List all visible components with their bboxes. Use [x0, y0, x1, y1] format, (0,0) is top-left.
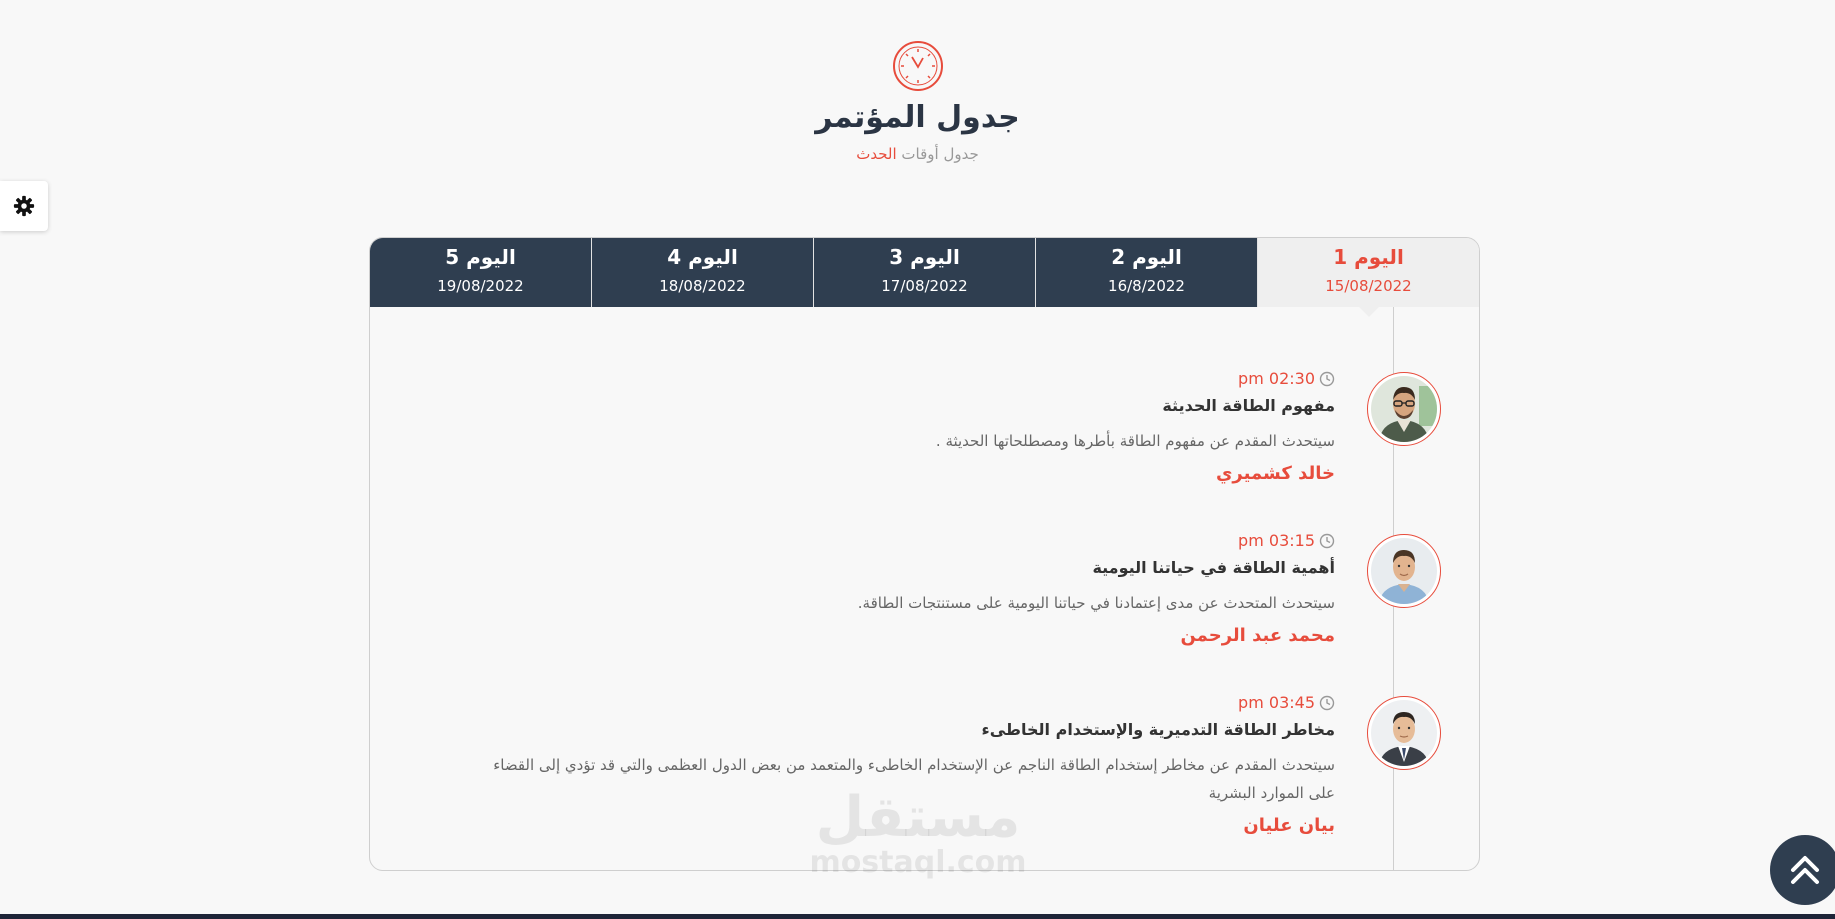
page-title: جدول المؤتمر — [815, 100, 1020, 135]
settings-button[interactable] — [0, 181, 48, 231]
event-time — [475, 369, 1335, 389]
tab-date: 17/08/2022 — [881, 277, 968, 295]
speaker-name[interactable]: خالد كشميري — [1215, 463, 1335, 484]
schedule-header — [0, 40, 1835, 163]
event-description: سيتحدث المقدم عن مفهوم الطاقة بأطرها ومصطلحاتها الحديثة . — [935, 432, 1335, 450]
schedule-event — [381, 693, 1441, 836]
schedule-event — [381, 369, 1441, 499]
clock-icon — [892, 40, 944, 92]
gear-icon — [13, 195, 35, 217]
speaker-photo — [1371, 538, 1437, 604]
subtitle-accent: الحدث — [856, 145, 897, 163]
double-chevron-up-icon — [1787, 852, 1823, 888]
tab-title: اليوم 5 — [445, 245, 516, 269]
footer-bar — [0, 914, 1835, 919]
tab-date: 18/08/2022 — [659, 277, 746, 295]
speaker-name[interactable]: محمد عبد الرحمن — [1180, 625, 1335, 646]
tab-date: 19/08/2022 — [437, 277, 524, 295]
scroll-top-button[interactable] — [1770, 835, 1835, 905]
event-time — [475, 693, 1335, 713]
page-subtitle — [0, 145, 1835, 163]
time-icon — [1319, 695, 1335, 711]
time-icon — [1319, 371, 1335, 387]
event-title: مخاطر الطاقة التدميرية والإستخدام الخاطىء — [981, 720, 1335, 739]
event-time-text: 03:15 pm — [1238, 531, 1315, 550]
speaker-avatar — [1367, 372, 1441, 446]
tab-day-1[interactable] — [1257, 238, 1479, 307]
event-details — [475, 693, 1335, 836]
event-details — [475, 531, 1335, 646]
event-title: أهمية الطاقة في حياتنا اليومية — [1092, 558, 1335, 577]
tab-title: اليوم 4 — [667, 245, 738, 269]
speaker-photo — [1371, 700, 1437, 766]
speaker-name[interactable]: بيان عليان — [1243, 815, 1335, 836]
speaker-photo — [1371, 376, 1437, 442]
tab-date: 15/08/2022 — [1325, 277, 1412, 295]
tab-title: اليوم 2 — [1111, 245, 1182, 269]
speaker-avatar — [1367, 534, 1441, 608]
event-details — [475, 369, 1335, 484]
tab-day-5[interactable] — [370, 238, 591, 307]
event-time-text: 02:30 pm — [1238, 369, 1315, 388]
subtitle-text: جدول أوقات — [901, 145, 979, 163]
schedule-event — [381, 531, 1441, 661]
schedule-panel — [369, 237, 1480, 871]
tab-day-3[interactable] — [813, 238, 1035, 307]
day-tabs — [370, 238, 1479, 307]
time-icon — [1319, 533, 1335, 549]
tab-day-4[interactable] — [591, 238, 813, 307]
event-time — [475, 531, 1335, 551]
tab-title: اليوم 3 — [889, 245, 960, 269]
event-title: مفهوم الطاقة الحديثة — [1162, 396, 1335, 415]
tab-title: اليوم 1 — [1333, 245, 1404, 269]
tab-date: 16/8/2022 — [1108, 277, 1185, 295]
event-time-text: 03:45 pm — [1238, 693, 1315, 712]
tab-day-2[interactable] — [1035, 238, 1257, 307]
speaker-avatar — [1367, 696, 1441, 770]
event-description: سيتحدث المتحدث عن مدى إعتمادنا في حياتنا اليومية على مستنتجات الطاقة. — [857, 594, 1335, 612]
event-description: سيتحدث المقدم عن مخاطر إستخدام الطاقة الناجم عن الإستخدام الخاطىء والمتعمد من بعض الدول العظمى والتي قد تؤدي إلى القضاء على الموارد البشرية — [493, 756, 1335, 802]
